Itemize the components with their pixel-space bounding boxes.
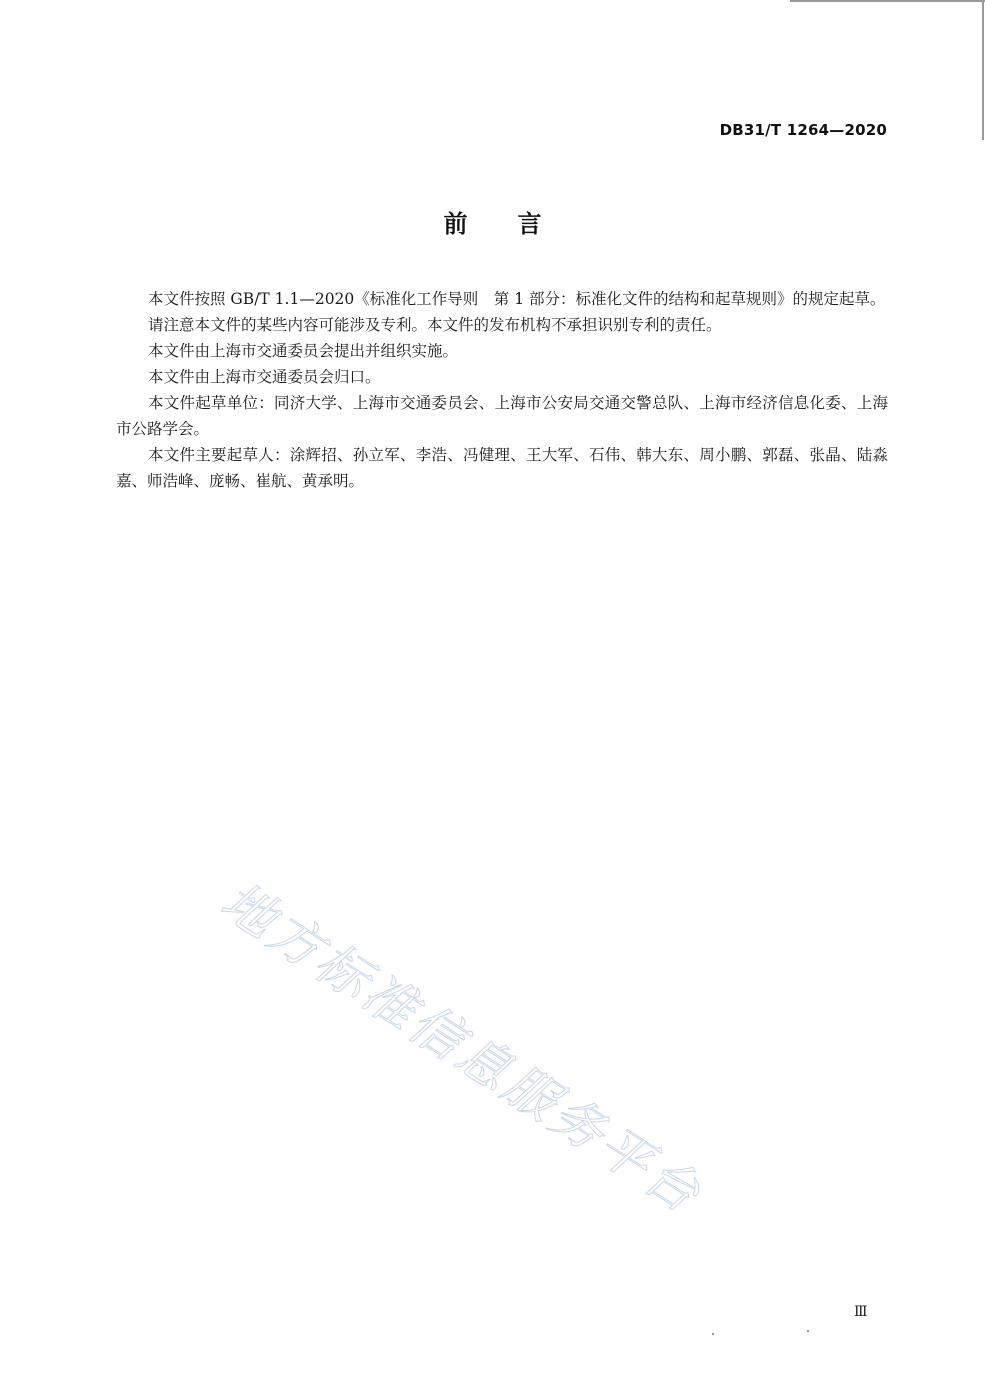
watermark: 地方标准信息服务平台 <box>210 870 713 1227</box>
scan-artifact-top <box>790 0 985 2</box>
page-number: Ⅲ <box>854 1304 868 1320</box>
scan-artifact-right <box>982 0 984 140</box>
paragraph-proposer: 本文件由上海市交通委员会提出并组织实施。 <box>148 342 459 360</box>
paragraph-administration: 本文件由上海市交通委员会归口。 <box>148 368 381 386</box>
foreword-body <box>116 286 888 494</box>
paragraph-drafting-rules: 本文件按照 GB/T 1.1—2020《标准化工作导则 第 1 部分：标准化文件的结构和起草规则》的规定起草。 <box>148 290 886 308</box>
scan-speck <box>807 1330 809 1332</box>
paragraph-drafting-units: 本文件起草单位：同济大学、上海市交通委员会、上海市公安局交通交警总队、上海市经济信息化委、上海市公路学会。 <box>116 394 888 438</box>
page-title: 前言 <box>443 210 592 238</box>
document-code: DB31/T 1264—2020 <box>719 121 887 139</box>
paragraph-drafters: 本文件主要起草人：涂辉招、孙立军、李浩、冯健理、王大军、石伟、韩大东、周小鹏、郭磊、张晶、陆淼嘉、师浩峰、庞畅、崔航、黄承明。 <box>116 446 888 490</box>
paragraph-patent-notice: 请注意本文件的某些内容可能涉及专利。本文件的发布机构不承担识别专利的责任。 <box>148 316 722 334</box>
scan-speck <box>712 1333 714 1335</box>
